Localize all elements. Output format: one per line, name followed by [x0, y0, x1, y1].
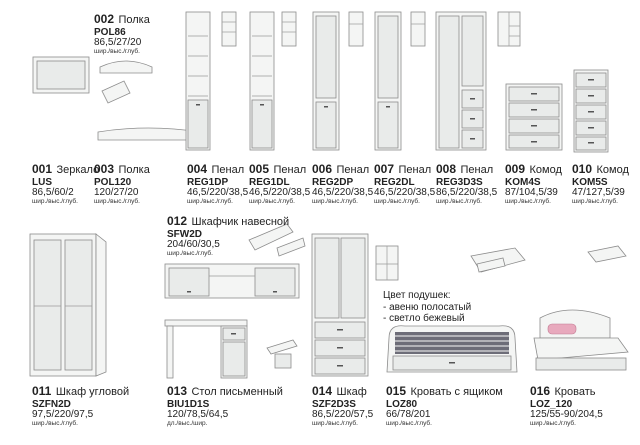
- mirror-illustration: [33, 55, 93, 95]
- item-007-caption: 007 Пенал REG2DL 46,5/220/38,5 шир./выс./глуб.: [374, 162, 436, 205]
- tall-cabinet-reg1dp-illustration: [186, 12, 246, 152]
- item-004-caption: 004 Пенал REG1DP 46,5/220/38,5 шир./выс./глуб.: [187, 162, 249, 205]
- item-013-caption: 013 Стол письменный BIU1D1S 120/78,5/64,5 дл./выс./шир.: [167, 384, 283, 427]
- pillow-color-note: [383, 290, 471, 325]
- tall-cabinet-reg2dl-illustration: [375, 12, 435, 152]
- tall-cabinet-reg2dp-illustration: [313, 12, 373, 152]
- item-009-caption: 009 Комод KOM4S 87/104,5/39 шир./выс./глуб.: [505, 162, 562, 205]
- pillow-option-beige: - светло бежевый: [383, 313, 465, 324]
- item-010-caption: 010 Комод KOM5S 47/127,5/39 шир./выс./глуб.: [572, 162, 629, 205]
- shelf-86-illustration: [98, 55, 158, 115]
- item-014-caption: 014 Шкаф SZF2D3S 86,5/220/57,5 шир./выс./глуб.: [312, 384, 374, 427]
- item-003-caption: 003 Полка POL120 120/27/20 шир./выс./глуб.: [94, 162, 150, 205]
- item-001-caption: 001 Зеркало LUS 86,5/60/2 шир./выс./глуб.: [32, 162, 100, 205]
- item-016-caption: 016 Кровать LOZ_120 125/55-90/204,5 шир./выс./глуб.: [530, 384, 603, 427]
- chest-kom5s-illustration: [574, 70, 614, 154]
- item-005-caption: 005 Пенал REG1DL 46,5/220/38,5 шир./выс./глуб.: [249, 162, 311, 205]
- item-002-caption: 002 Полка POL86 86,5/27/20 шир./выс./глуб.: [94, 12, 150, 55]
- item-011-caption: 011 Шкаф угловой SZFN2D 97,5/220/97,5 шир./выс./глуб.: [32, 384, 130, 427]
- bed-loz120-illustration: [526, 240, 636, 378]
- corner-wardrobe-illustration: [30, 232, 110, 378]
- item-012-caption: 012 Шкафчик навесной SFW2D 204/60/30,5 шир./выс./глуб.: [167, 214, 290, 257]
- item-015-caption: 015 Кровать с ящиком LOZ80 66/78/201 шир./выс./глуб.: [386, 384, 503, 427]
- writing-desk-illustration: [165, 318, 315, 380]
- pillow-note-title: Цвет подушек:: [383, 290, 451, 301]
- pillow-option-striped: - авеню полосатый: [383, 301, 472, 313]
- chest-kom4s-illustration: [506, 84, 566, 152]
- tall-cabinet-reg1dl-illustration: [250, 12, 310, 152]
- item-006-caption: 006 Пенал REG2DP 46,5/220/38,5 шир./выс./глуб.: [312, 162, 374, 205]
- item-008-caption: 008 Пенал REG3D3S 86,5/220/38,5 шир./выс./глуб.: [436, 162, 498, 205]
